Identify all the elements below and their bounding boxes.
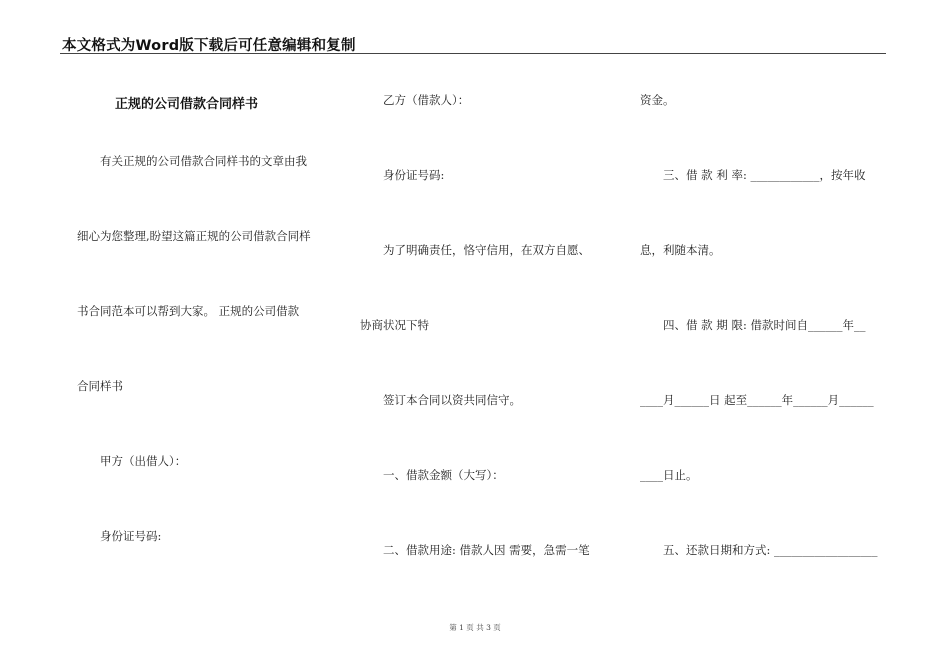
middle-line-1: 乙方（借款人）：: [383, 93, 470, 107]
document-title: 正规的公司借款合同样书: [115, 97, 259, 112]
right-line-7: 五、还款日期和方式: __________________: [663, 543, 878, 557]
middle-line-7: 二、借款用途: 借款人因 需要，急需一笔: [383, 543, 590, 557]
middle-line-3: 为了明确责任，恪守信用，在双方自愿、: [383, 243, 590, 257]
right-line-6: ____日止。: [640, 468, 698, 482]
left-line-6: 身份证号码:: [100, 529, 162, 543]
header-rule: [60, 53, 886, 54]
middle-line-2: 身份证号码:: [383, 168, 445, 182]
right-line-4: 四、借 款 期 限: 借款时间自______年__: [663, 318, 866, 332]
right-line-2: 三、借 款 利 率: ____________，按年收: [663, 168, 866, 182]
left-line-3: 书合同范本可以帮到大家。 正规的公司借款: [77, 304, 300, 318]
left-line-4: 合同样书: [77, 379, 123, 393]
left-line-5: 甲方（出借人）：: [100, 454, 187, 468]
right-line-1: 资金。: [640, 93, 675, 107]
right-line-3: 息，利随本清。: [640, 243, 721, 257]
left-line-1: 有关正规的公司借款合同样书的文章由我: [100, 154, 307, 168]
page-header: 本文格式为Word版下载后可任意编辑和复制: [62, 38, 356, 54]
middle-line-4: 协商状况下特: [360, 318, 429, 332]
right-line-5: ____月______日 起至______年______月______: [640, 393, 874, 407]
middle-line-5: 签订本合同以资共同信守。: [383, 393, 521, 407]
page-footer: 第 1 页 共 3 页: [449, 623, 501, 632]
middle-line-6: 一、借款金额（大写）：: [383, 468, 504, 482]
left-line-2: 细心为您整理,盼望这篇正规的公司借款合同样: [77, 229, 311, 243]
